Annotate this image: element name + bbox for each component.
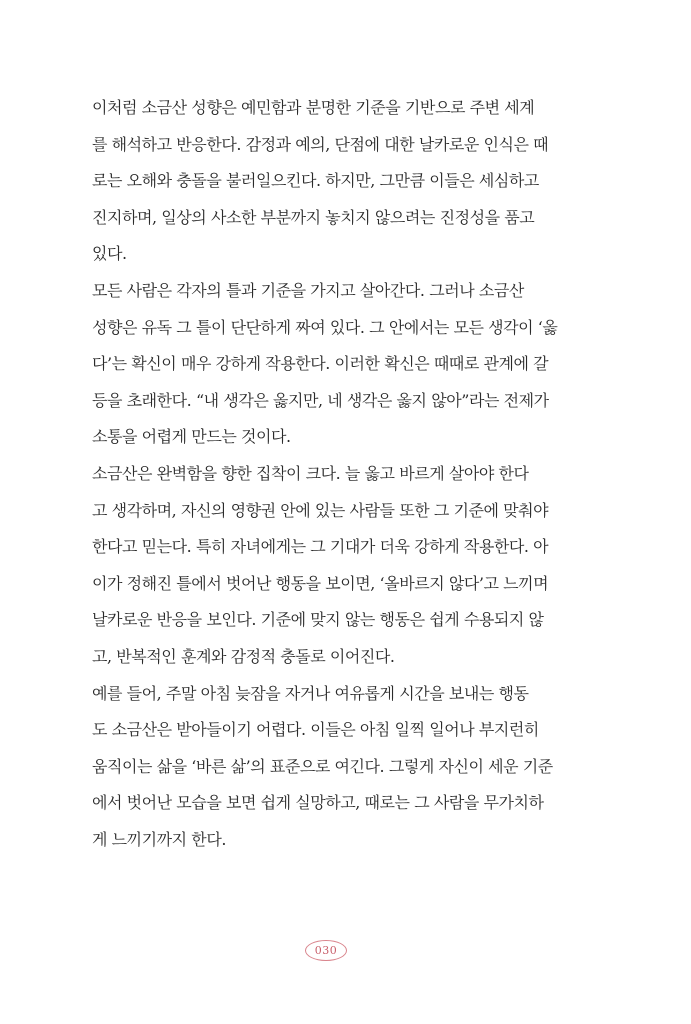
text-line: 이처럼 소금산 성향은 예민함과 분명한 기준을 기반으로 주변 세계 <box>92 98 535 117</box>
text-line: 성향은 유독 그 틀이 단단하게 짜여 있다. 그 안에서는 모든 생각이 ‘옳 <box>92 317 558 337</box>
text-line: 있다. <box>92 244 127 264</box>
text-line: 예를 들어, 주말 아침 늦잠을 자거나 여유롭게 시간을 보내는 행동 <box>92 683 529 703</box>
text-line: 다’는 확신이 매우 강하게 작용한다. 이러한 확신은 때때로 관계에 갈 <box>92 354 549 374</box>
text-line: 도 소금산은 받아들이기 어렵다. 이들은 아침 일찍 일어나 부지런히 <box>92 720 539 740</box>
text-line: 에서 벗어난 모습을 보면 쉽게 실망하고, 때로는 그 사람을 무가치하 <box>92 793 544 813</box>
text-line: 소통을 어렵게 만드는 것이다. <box>92 427 291 447</box>
text-line: 게 느끼기까지 한다. <box>92 829 226 849</box>
text-line: 한다고 믿는다. 특히 자녀에게는 그 기대가 더욱 강하게 작용한다. 아 <box>92 537 549 557</box>
text-line: 고, 반복적인 훈계와 감정적 충돌로 이어진다. <box>92 646 395 666</box>
text-line: 소금산은 완벽함을 향한 집착이 크다. 늘 옳고 바르게 살아야 한다 <box>92 463 529 483</box>
text-line: 진지하며, 일상의 사소한 부분까지 놓치지 않으려는 진정성을 품고 <box>92 207 535 227</box>
text-line: 이가 정해진 틀에서 벗어난 행동을 보이면, ‘올바르지 않다’고 느끼며 <box>92 573 549 593</box>
page-number: 030 <box>305 940 347 961</box>
text-line: 움직이는 삶을 ‘바른 삶’의 표준으로 여긴다. 그렇게 자신이 세운 기준 <box>92 756 553 776</box>
text-line: 고 생각하며, 자신의 영향권 안에 있는 사람들 또한 그 기준에 맞춰야 <box>92 500 549 520</box>
body-text <box>92 90 572 858</box>
text-line: 등을 초래한다. “내 생각은 옳지만, 네 생각은 옳지 않아”라는 전제가 <box>92 390 549 410</box>
text-line: 로는 오해와 충돌을 불러일으킨다. 하지만, 그만큼 이들은 세심하고 <box>92 171 539 191</box>
text-line: 를 해석하고 반응한다. 감정과 예의, 단점에 대한 날카로운 인식은 때 <box>92 134 549 154</box>
text-line: 날카로운 반응을 보인다. 기준에 맞지 않는 행동은 쉽게 수용되지 않 <box>92 610 544 630</box>
text-line: 모든 사람은 각자의 틀과 기준을 가지고 살아간다. 그러나 소금산 <box>92 280 524 300</box>
